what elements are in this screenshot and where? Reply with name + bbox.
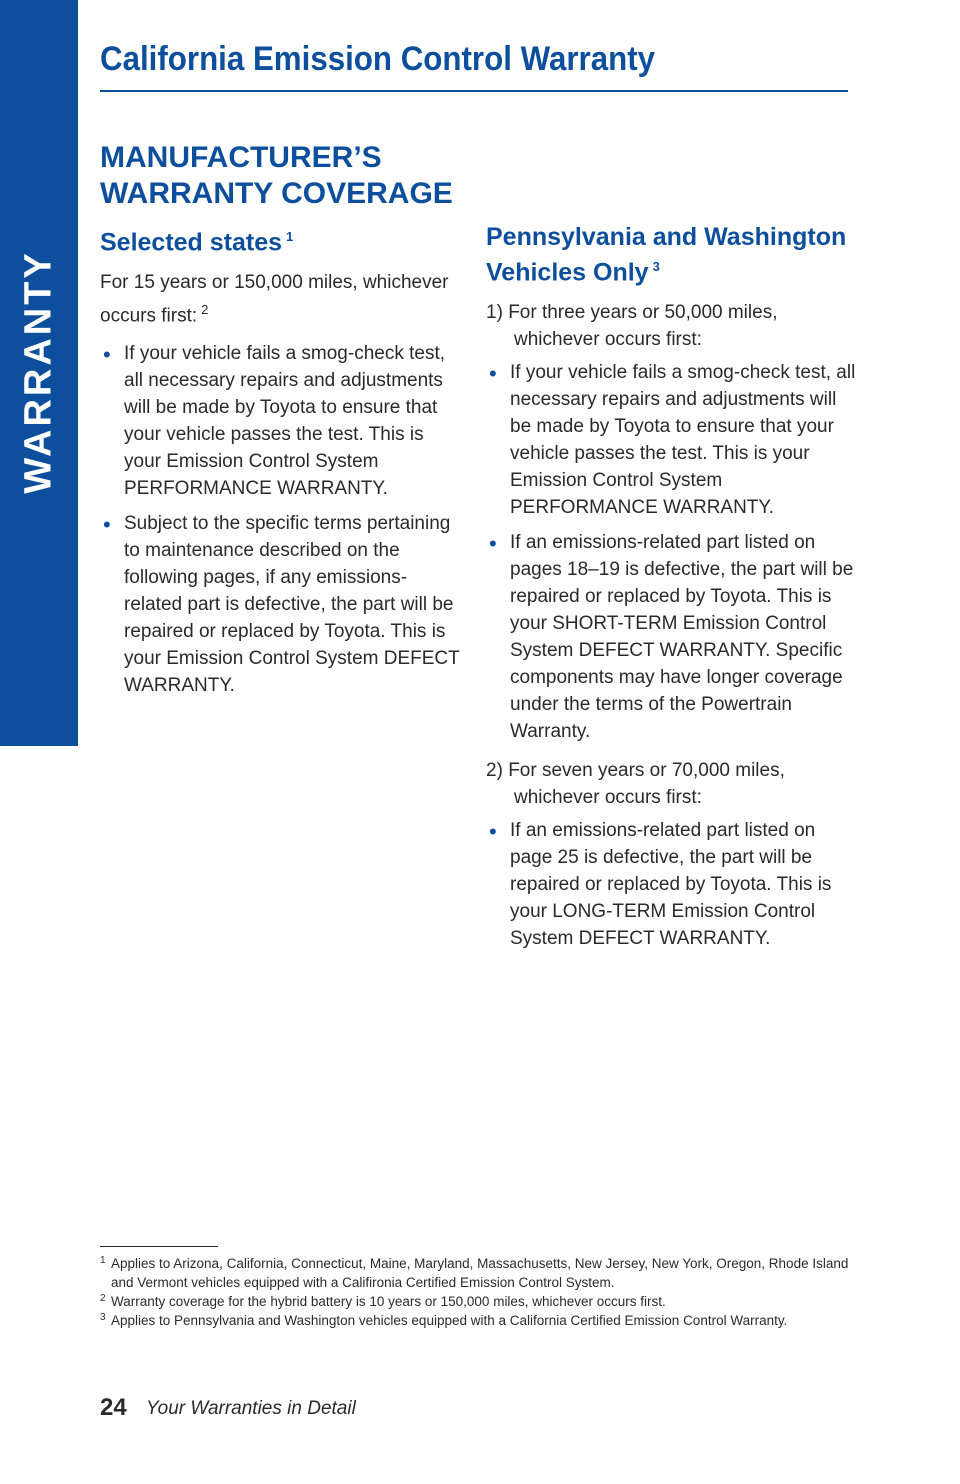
list-item	[486, 529, 856, 745]
bullet-dot-icon: •	[103, 511, 111, 537]
footnote-ref-3: 3	[652, 259, 660, 274]
page-title: California Emission Control Warranty	[100, 40, 656, 78]
footnote-number: 1	[100, 1255, 106, 1266]
footnote-ref-1: 1	[286, 229, 294, 244]
footnote	[100, 1311, 860, 1330]
list-item-text: If an emissions-related part listed on page 25 is defective, the part will be repaired or replaced by Toyota. This is your LONG-TERM Emission Control System DEFECT WARRANTY.	[510, 820, 832, 950]
numbered-item-2	[486, 757, 856, 811]
item-number: 2)	[486, 760, 503, 782]
footnotes	[100, 1254, 860, 1330]
item-line: whichever occurs first:	[514, 329, 702, 351]
item-line: For seven years or 70,000 miles,	[508, 760, 785, 782]
footnote-text: Applies to Pennsylvania and Washington vehicles equipped with a California Certified Emission Control Warranty.	[111, 1313, 788, 1328]
item-line: whichever occurs first:	[514, 787, 702, 809]
footnote	[100, 1292, 860, 1311]
bullet-dot-icon: •	[489, 531, 497, 557]
list-item-text: If your vehicle fails a smog-check test, all necessary repairs and adjustments will be made by Toyota to ensure that your vehicle passes the test. This is your Emission Control System PERFORMANCE WARRANTY.	[124, 342, 446, 499]
pa-wa-heading-text: Pennsylvania and Washington Vehicles Only	[486, 223, 847, 287]
bullet-dot-icon: •	[103, 341, 111, 367]
list-item	[486, 817, 856, 952]
bullet-dot-icon: •	[489, 361, 497, 387]
title-divider	[100, 90, 848, 92]
list-item	[100, 510, 460, 699]
coverage-intro-text: For 15 years or 150,000 miles, whichever occurs first:	[100, 272, 449, 327]
list-item	[486, 359, 856, 521]
footnote-text: Warranty coverage for the hybrid battery is 10 years or 150,000 miles, whichever occurs first.	[111, 1294, 666, 1309]
item2-bullet-list	[486, 817, 856, 952]
list-item-text: If an emissions-related part listed on pages 18–19 is defective, the part will be repaired or replaced by Toyota. This is your SHORT-TERM Emission Control System DEFECT WARRANTY. Specific components may have longer coverage under the terms of the Powertrain Warranty.	[510, 532, 854, 743]
footnote-text: Applies to Arizona, California, Connecticut, Maine, Maryland, Massachusetts, New Jersey, New York, Oregon, Rhode Island and Vermont vehicles equipped with a Califironia Certified Emission Control System.	[111, 1256, 849, 1290]
list-item	[100, 340, 460, 502]
footnote-number: 2	[100, 1293, 106, 1304]
selected-states-heading	[100, 222, 460, 257]
left-column	[100, 222, 460, 707]
footer-title: Your Warranties in Detail	[146, 1398, 356, 1419]
item-line: For three years or 50,000 miles,	[508, 302, 778, 324]
list-item-text: Subject to the specific terms pertaining to maintenance described on the following pages, if any emissions-related part is defective, the part will be repaired or replaced by Toyota. This is your Emission Control System DEFECT WARRANTY.	[124, 512, 460, 696]
page-number: 24	[100, 1394, 127, 1421]
pa-wa-heading	[486, 222, 856, 287]
selected-states-heading-text: Selected states	[100, 228, 283, 257]
section-heading: MANUFACTURER’S WARRANTY COVERAGE	[100, 141, 453, 210]
footnote-number: 3	[100, 1312, 106, 1323]
footnote-ref-2: 2	[201, 302, 209, 318]
right-column	[486, 222, 856, 960]
footnote	[100, 1254, 860, 1292]
coverage-intro	[100, 269, 460, 329]
left-bullet-list	[100, 340, 460, 699]
list-item-text: If your vehicle fails a smog-check test, all necessary repairs and adjustments will be made by Toyota to ensure that your vehicle passes the test. This is your Emission Control System PERFORMANCE WARRANTY.	[510, 362, 856, 519]
side-tab-label: WARRANTY	[17, 250, 60, 494]
footnote-divider	[100, 1246, 218, 1247]
numbered-item-1	[486, 299, 856, 353]
bullet-dot-icon: •	[489, 819, 497, 845]
item-number: 1)	[486, 302, 503, 324]
item1-bullet-list	[486, 359, 856, 745]
side-tab	[0, 0, 78, 746]
